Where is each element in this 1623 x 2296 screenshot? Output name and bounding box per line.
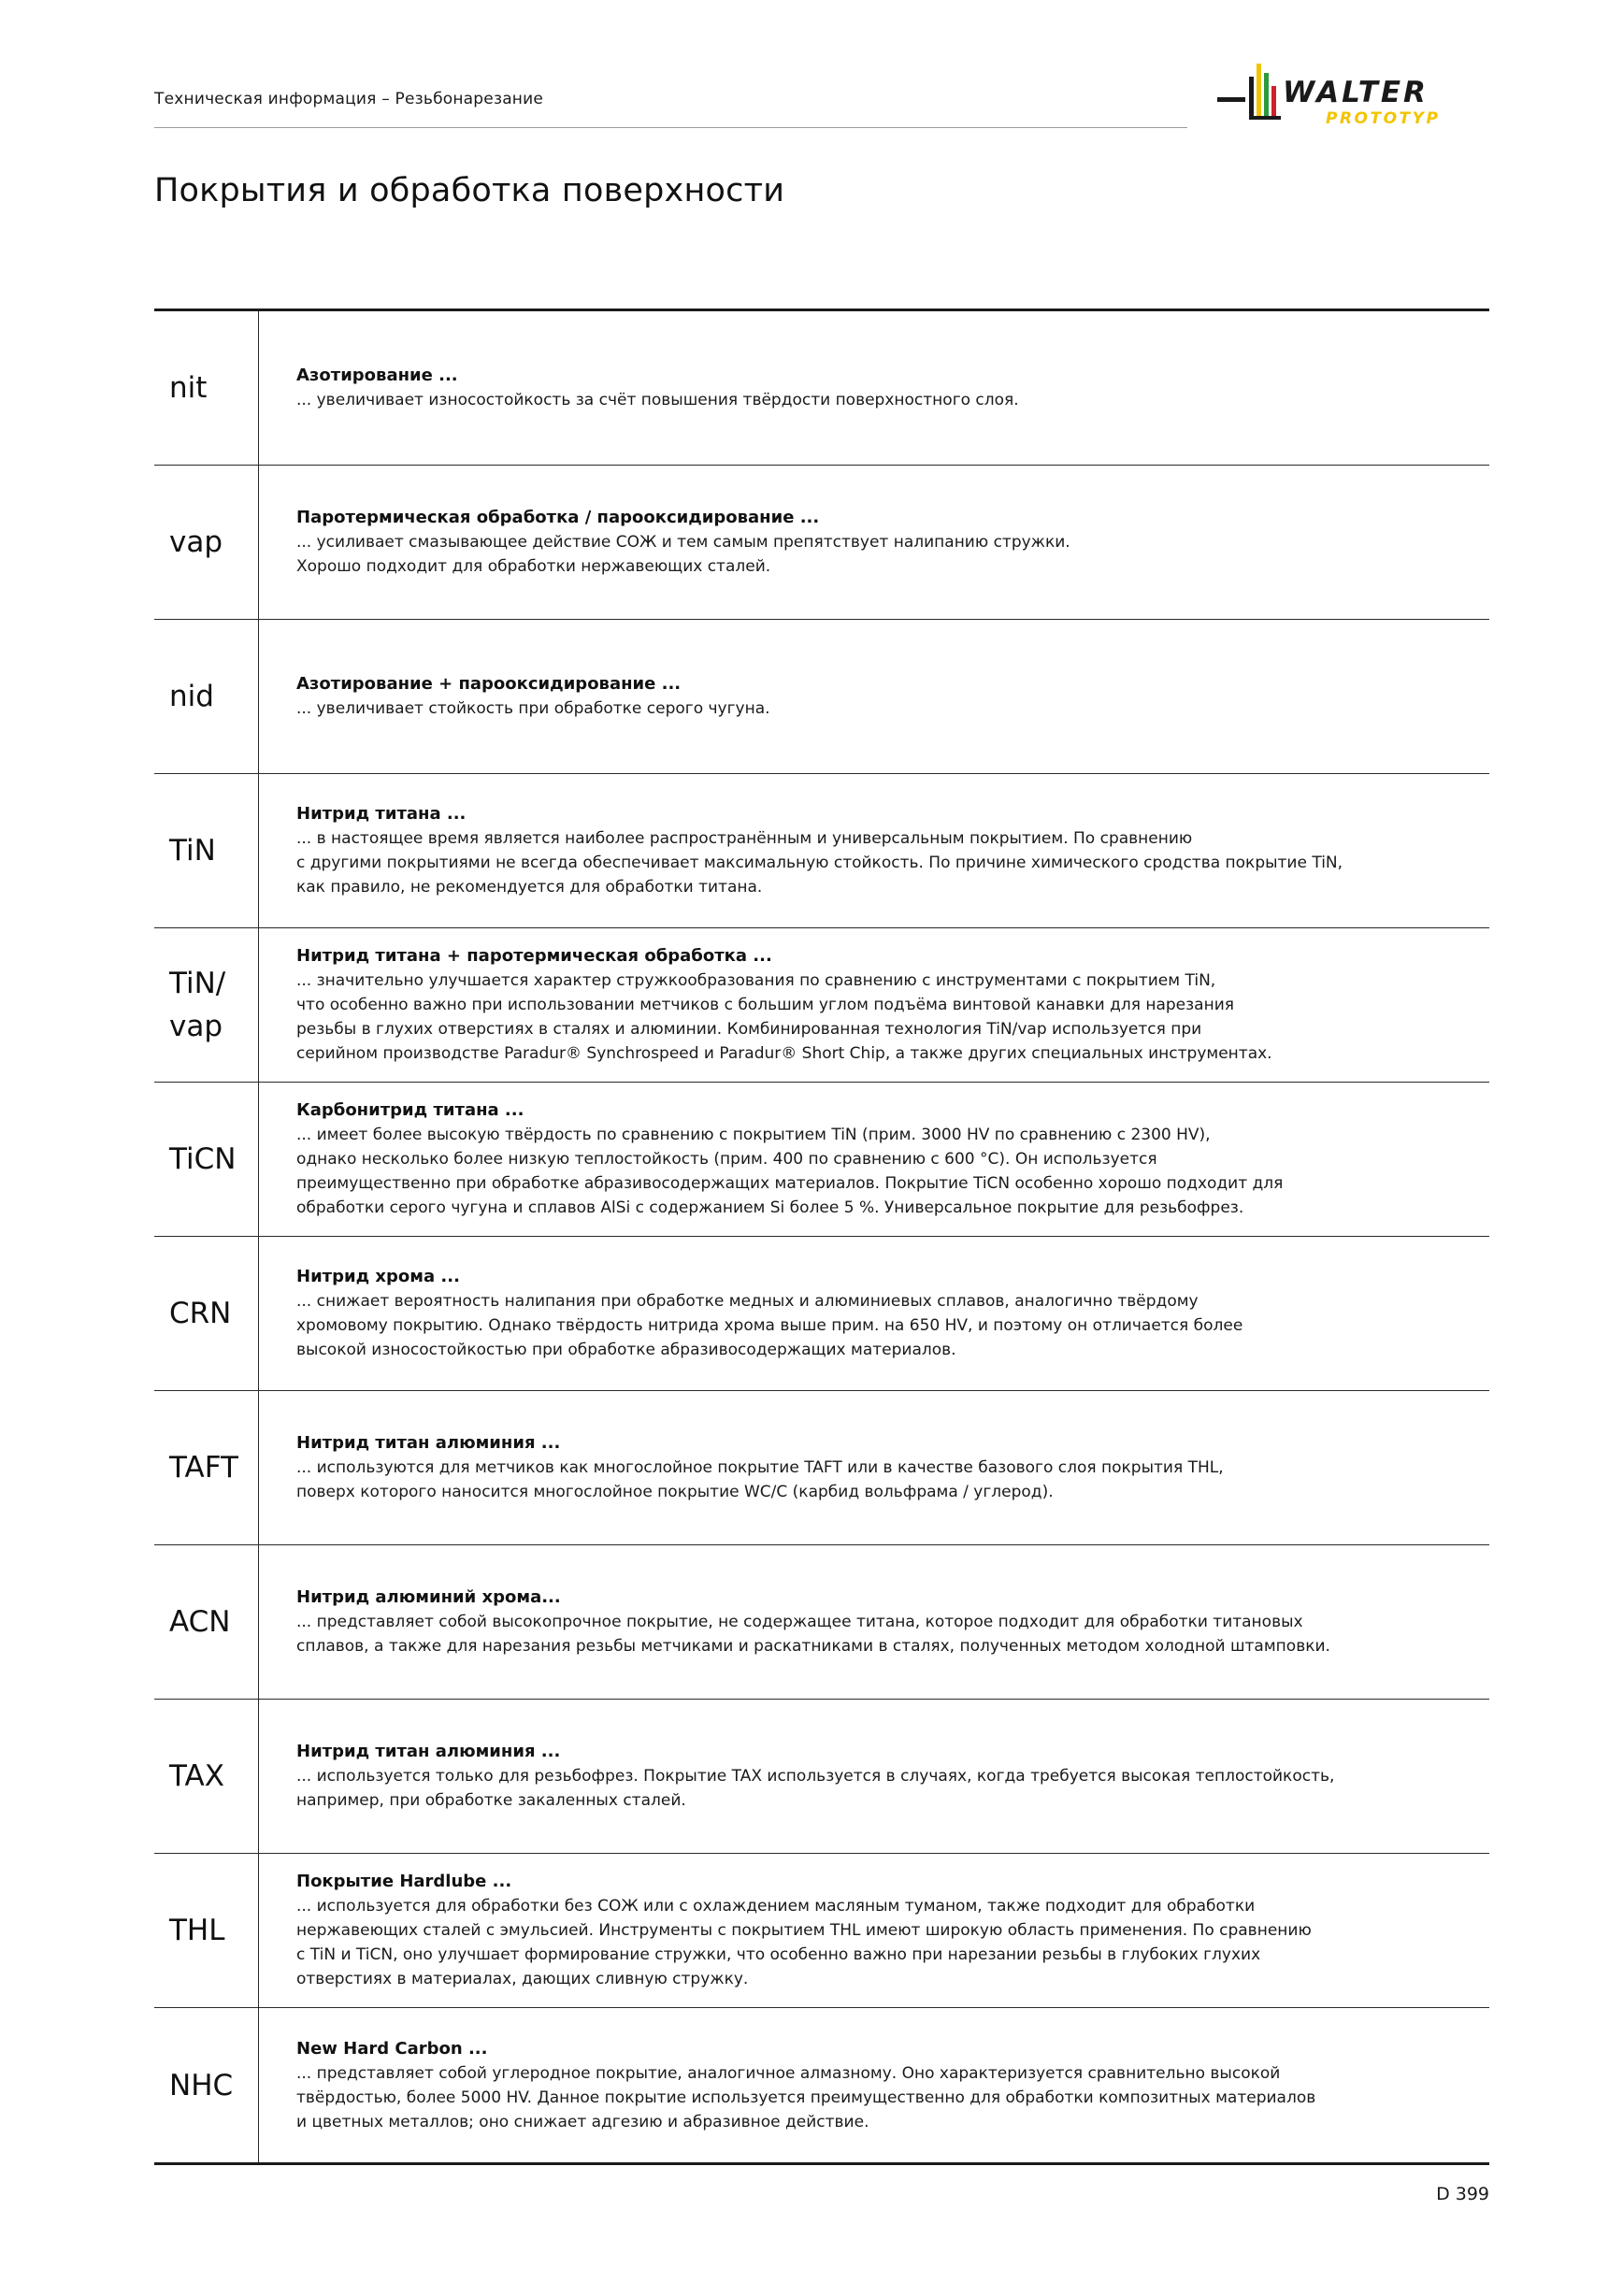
logo-bar-red <box>1271 86 1276 119</box>
logo-dash <box>1217 97 1245 102</box>
coating-code <box>154 774 259 927</box>
coating-code <box>154 466 259 619</box>
coating-code-text: TiCN <box>169 1142 237 1176</box>
coating-code-text: nit <box>169 371 208 405</box>
coating-description: ... используется для обработки без СОЖ или с охлаждением масляным туманом, также подходит для обработки нержавеющих сталей с эмульсией. Инструменты с покрытием THL имеют широкую область применения. По сравнению с TiN и TiCN, оно улучшает формирование стружки, что особенно важно при нарезании резьбы в глубоких глухих отверстиях в материалах, дающих сливную стружку. <box>296 1897 1312 1988</box>
coating-description: ... представляет собой высокопрочное покрытие, не содержащее титана, которое подходит для обработки титановых сплавов, а также для нарезания резьбы метчиками и раскатниками в сталях, полученных методом холодной штамповки. <box>296 1613 1330 1656</box>
coating-row-tin-vap <box>154 928 1489 1083</box>
coating-row-acn <box>154 1545 1489 1700</box>
coating-row-thl <box>154 1854 1489 2008</box>
coating-row-tin <box>154 774 1489 928</box>
coating-code-text: ACN <box>169 1605 231 1639</box>
coating-name: Паротермическая обработка / парооксидирование ... <box>296 508 820 527</box>
coating-description: ... снижает вероятность налипания при обработке медных и алюминиевых сплавов, аналогично твёрдому хромовому покрытию. Однако твёрдость нитрида хрома выше прим. на 650 HV, и поэтому он отличается более высокой износостойкостью при обработке абразивосодержащих материалов. <box>296 1292 1243 1359</box>
coating-code <box>154 1854 259 2007</box>
coating-body <box>259 1700 1489 1853</box>
coating-description: ... имеет более высокую твёрдость по сравнению с покрытием TiN (прим. 3000 HV по сравнению с 2300 HV), однако несколько более низкую теплостойкость (прим. 400 по сравнению с 600 °C). Он используется преимущественно при обработке абразивосодержащих материалов. Покрытие TiCN особенно хорошо подходит для обработки серого чугуна и сплавов AlSi с содержанием Si более 5 %. Универсальное покрытие для резьбофрез. <box>296 1126 1284 1217</box>
coating-row-taft <box>154 1391 1489 1545</box>
coating-name: Нитрид алюминий хрома... <box>296 1587 561 1607</box>
coating-body <box>259 774 1489 927</box>
coating-code <box>154 928 259 1082</box>
coating-name: Азотирование ... <box>296 366 458 385</box>
coating-body <box>259 1237 1489 1390</box>
coating-name: Азотирование + парооксидирование ... <box>296 674 682 694</box>
coating-description: ... представляет собой углеродное покрытие, аналогичное алмазному. Оно характеризуется сравнительно высокой твёрдостью, более 5000 HV. Данное покрытие используется преимущественно для обработки композитных материалов и цветных металлов; оно снижает адгезию и абразивное действие. <box>296 2063 1316 2131</box>
logo-bar-black <box>1249 77 1254 119</box>
coating-code-text: CRN <box>169 1297 232 1330</box>
header-section-title: Техническая информация – Резьбонарезание <box>154 90 544 108</box>
coating-description: ... увеличивает износостойкость за счёт повышения твёрдости поверхностного слоя. <box>296 391 1019 409</box>
coating-code-text: NHC <box>169 2068 234 2102</box>
coating-code-text: TiN <box>169 834 216 868</box>
coating-description: ... используются для метчиков как многослойное покрытие TAFT или в качестве базового слоя покрытия THL, поверх которого наносится многослойное покрытие WC/C (карбид вольфрама / углерод). <box>296 1458 1224 1501</box>
coating-name: Нитрид титан алюминия ... <box>296 1742 561 1761</box>
logo-subbrand-text: PROTOTYP <box>1326 109 1441 128</box>
coating-code <box>154 1545 259 1699</box>
coating-description: ... увеличивает стойкость при обработке серого чугуна. <box>296 699 770 718</box>
coating-code <box>154 620 259 773</box>
coating-body <box>259 2008 1489 2162</box>
coating-description: ... усиливает смазывающее действие СОЖ и тем самым препятствует налипанию стружки. Хорошо подходит для обработки нержавеющих сталей. <box>296 533 1070 576</box>
coating-name: Нитрид титана + паротермическая обработка ... <box>296 946 772 966</box>
coating-row-vap <box>154 466 1489 620</box>
coating-name: Нитрид хрома ... <box>296 1267 460 1286</box>
coating-code <box>154 311 259 465</box>
coating-code <box>154 1700 259 1853</box>
walter-prototyp-logo <box>1215 58 1496 133</box>
logo-underline <box>1249 116 1281 120</box>
coating-body <box>259 620 1489 773</box>
coating-code-text: TAFT <box>169 1451 238 1485</box>
logo-bar-yellow <box>1257 64 1261 119</box>
coating-code-text: THL <box>169 1914 225 1947</box>
coating-body <box>259 466 1489 619</box>
page-title: Покрытия и обработка поверхности <box>154 172 785 209</box>
coating-code <box>154 1083 259 1236</box>
coating-code <box>154 1237 259 1390</box>
coating-row-crn <box>154 1237 1489 1391</box>
coating-row-tax <box>154 1700 1489 1854</box>
header-divider <box>154 127 1187 128</box>
coating-code <box>154 2008 259 2162</box>
coating-body <box>259 928 1489 1082</box>
coating-name: New Hard Carbon ... <box>296 2038 488 2059</box>
coating-name: Нитрид титан алюминия ... <box>296 1433 561 1453</box>
coating-code-text: TAX <box>169 1759 224 1793</box>
page-number: D 399 <box>1436 2184 1489 2204</box>
coating-body <box>259 1854 1489 2007</box>
coating-name: Карбонитрид титана ... <box>296 1100 524 1120</box>
coating-code-text: nid <box>169 680 214 713</box>
coating-description: ... в настоящее время является наиболее распространённым и универсальным покрытием. По сравнению с другими покрытиями не всегда обеспечивает максимальную стойкость. По причине химического сродства покрытие TiN, как правило, не рекомендуется для обработки титана. <box>296 829 1343 897</box>
coating-row-nid <box>154 620 1489 774</box>
coating-code-text: TiN/ vap <box>169 967 226 1043</box>
coating-code <box>154 1391 259 1544</box>
coating-body <box>259 311 1489 465</box>
coating-body <box>259 1545 1489 1699</box>
coating-code-text: vap <box>169 525 223 559</box>
coating-body <box>259 1083 1489 1236</box>
coating-body <box>259 1391 1489 1544</box>
coating-row-nhc <box>154 2008 1489 2162</box>
coating-description: ... используется только для резьбофрез. Покрытие TAX используется в случаях, когда требуется высокая теплостойкость, например, при обработке закаленных сталей. <box>296 1767 1335 1810</box>
logo-brand-text: WALTER <box>1283 76 1429 109</box>
coatings-table <box>154 309 1489 2165</box>
logo-bar-green <box>1264 73 1269 119</box>
coating-name: Нитрид титана ... <box>296 804 467 824</box>
coating-row-ticn <box>154 1083 1489 1237</box>
coating-row-nit <box>154 311 1489 466</box>
coating-name: Покрытие Hardlube ... <box>296 1872 512 1891</box>
coating-description: ... значительно улучшается характер стружкообразования по сравнению с инструментами с покрытием TiN, что особенно важно при использовании метчиков с большим углом подъёма винтовой канавки для нарезания резьбы в глухих отверстиях в сталях и алюминии. Комбинированная технология TiN/vap используется при серийном производстве Paradur® Synchrospeed и Paradur® Short Chip, а также других специальных инструментах. <box>296 971 1272 1063</box>
